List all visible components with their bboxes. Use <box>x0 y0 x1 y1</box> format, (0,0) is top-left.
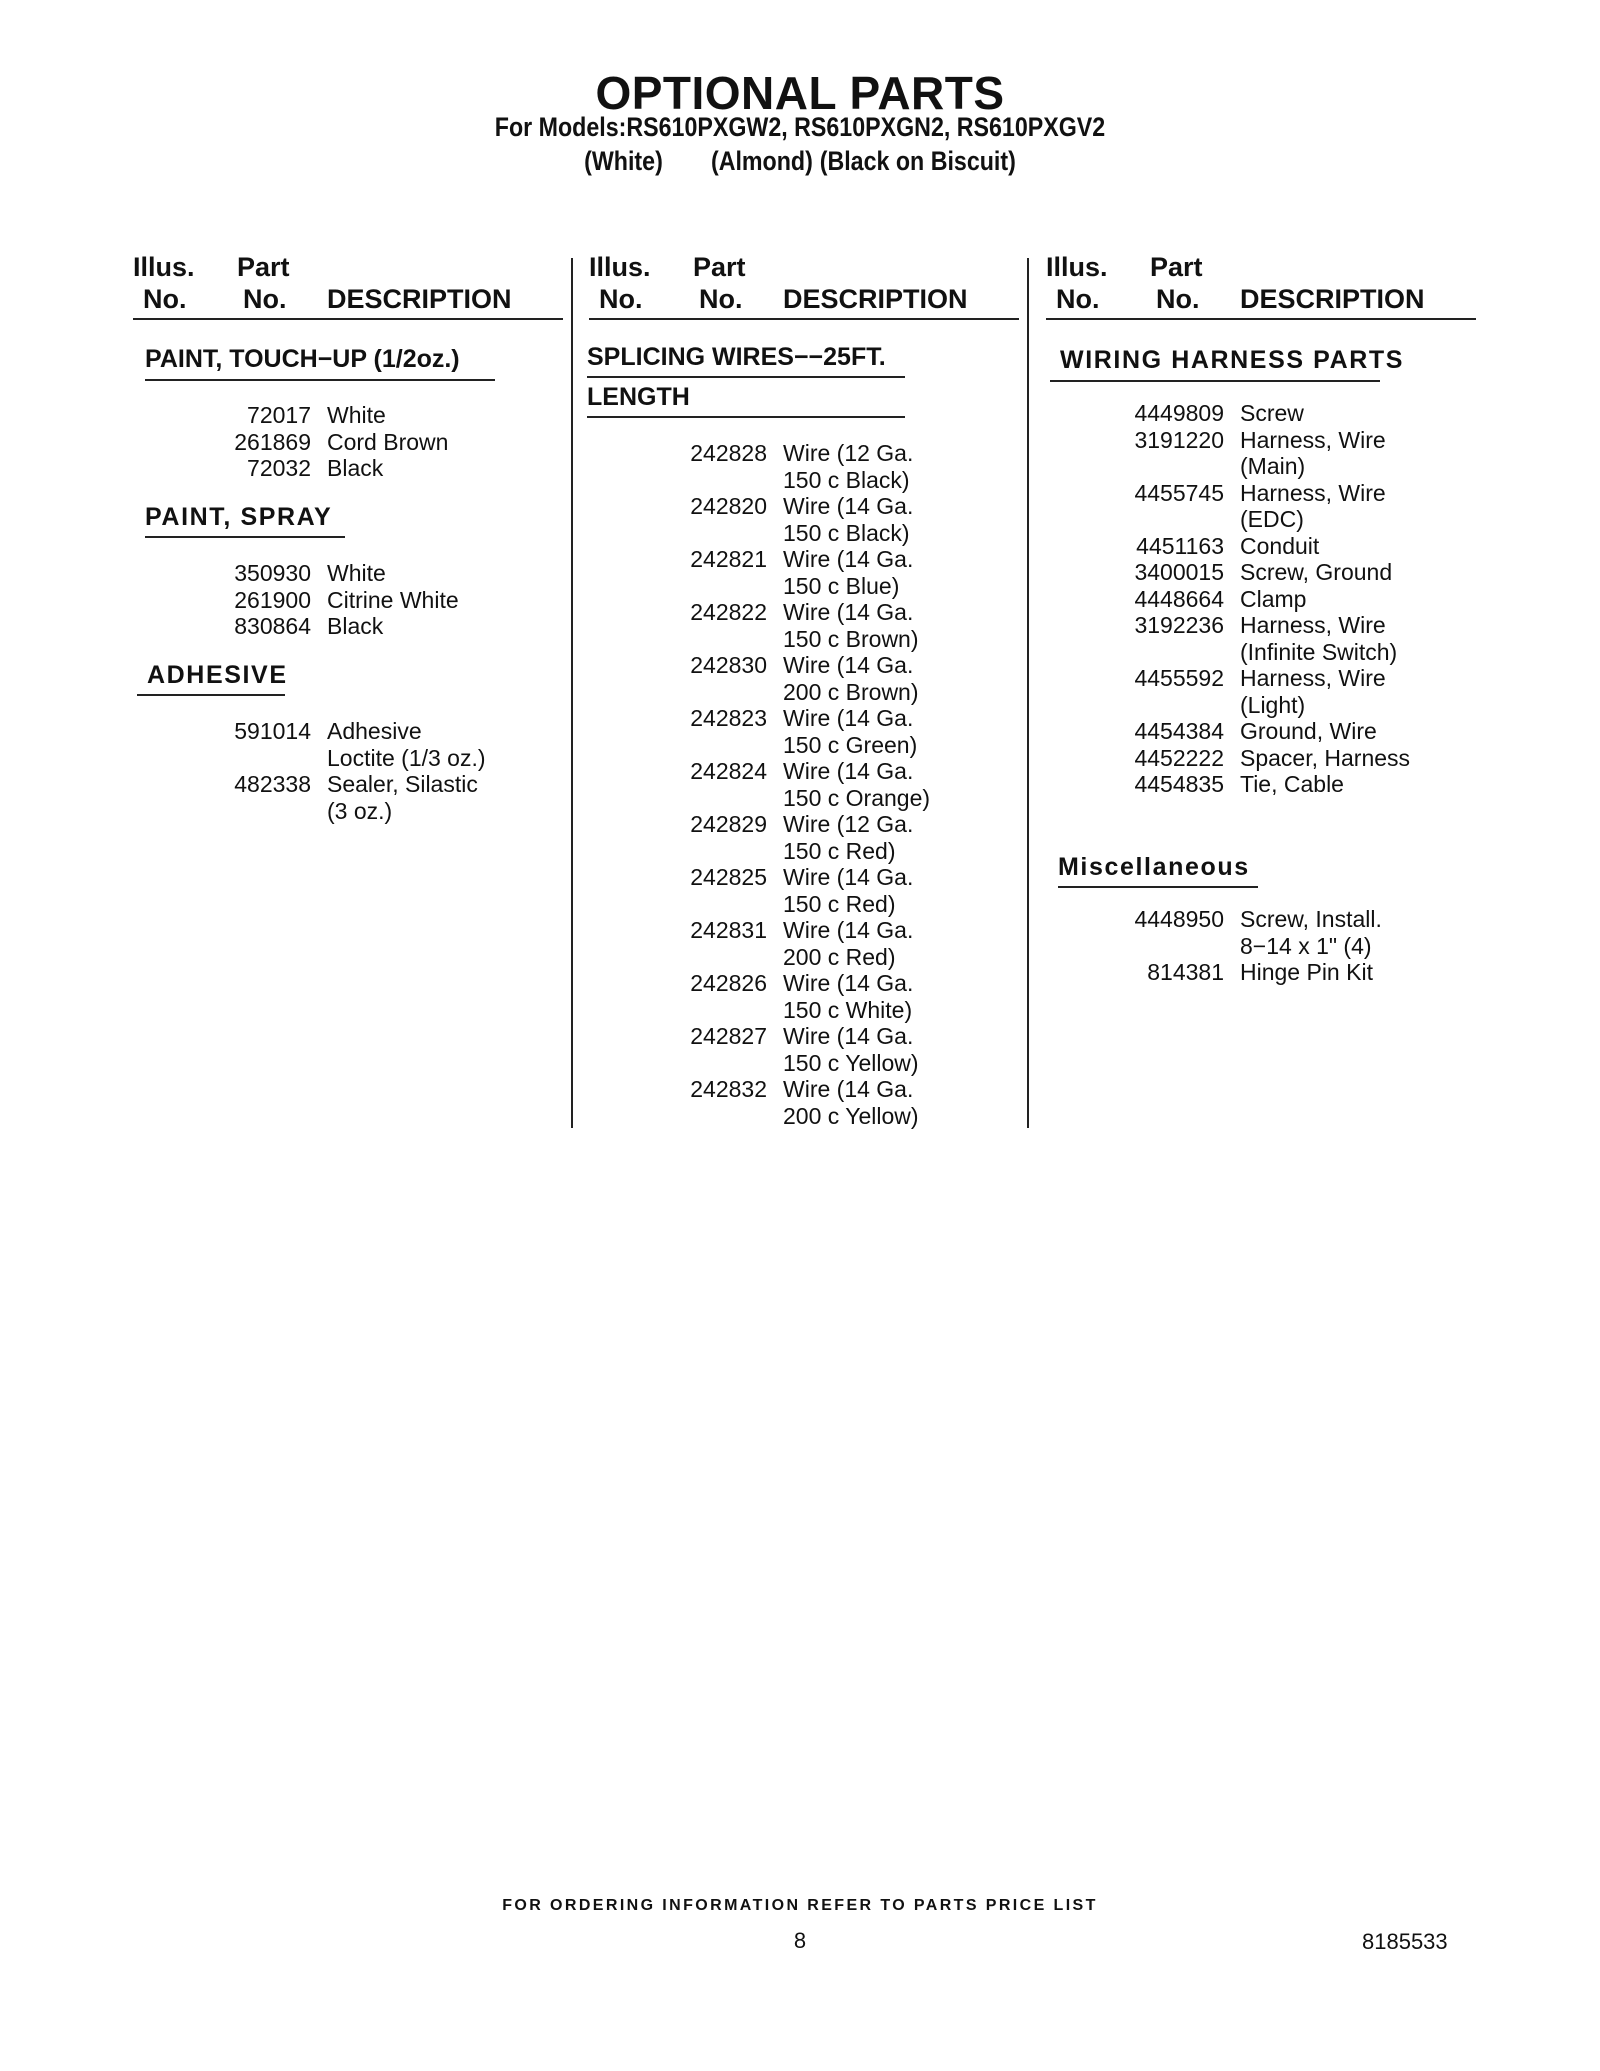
part-number: 4448950 <box>1134 906 1224 932</box>
part-description: Wire (14 Ga. 150 c Orange) <box>783 758 931 811</box>
part-row <box>589 917 1019 970</box>
parts-column-3 <box>1046 252 1476 1132</box>
part-number: 482338 <box>234 771 311 797</box>
color-white: (White) <box>584 146 663 176</box>
part-no-header: No. <box>243 284 287 314</box>
part-number: 3191220 <box>1134 426 1224 453</box>
part-row <box>133 455 563 482</box>
parts-column-1 <box>133 252 563 1132</box>
part-description: Harness, Wire (Infinite Switch) <box>1240 612 1398 665</box>
part-description: Ground, Wire <box>1240 718 1377 744</box>
column-header <box>1046 252 1476 318</box>
part-row <box>133 718 563 771</box>
part-row <box>589 811 1019 864</box>
part-number: 242827 <box>690 1023 767 1049</box>
part-description: Tie, Cable <box>1240 771 1344 797</box>
part-number: 4451163 <box>1136 532 1224 559</box>
parts-column-2 <box>589 252 1019 1132</box>
illus-header: Illus. <box>1046 252 1108 282</box>
part-row <box>589 493 1019 546</box>
part-description: Adhesive Loctite (1/3 oz.) <box>327 718 486 771</box>
part-description: Citrine White <box>327 586 459 613</box>
part-number: 3400015 <box>1134 559 1224 585</box>
header-underline <box>133 318 563 320</box>
models-line: For Models:RS610PXGW2, RS610PXGN2, RS610PXGV2 <box>494 112 1106 142</box>
document-number: 8185533 <box>1362 1929 1448 1954</box>
part-number: 4454835 <box>1134 771 1224 797</box>
part-row <box>133 402 563 429</box>
illus-no-header: No. <box>1056 284 1100 314</box>
header-underline <box>1046 318 1476 320</box>
part-description: Screw, Ground <box>1240 559 1393 585</box>
part-row <box>1046 959 1476 986</box>
part-number: 242826 <box>690 970 767 996</box>
part-number: 4455745 <box>1134 479 1224 506</box>
part-number: 4452222 <box>1134 744 1224 771</box>
part-number: 261900 <box>234 586 311 613</box>
part-description: Wire (14 Ga. 200 c Red) <box>783 917 914 970</box>
part-row <box>1046 559 1476 586</box>
section-title: SPLICING WIRES−−25FT. <box>587 343 886 371</box>
section-underline <box>587 416 905 418</box>
part-description: Clamp <box>1240 585 1307 612</box>
section-items <box>133 718 563 824</box>
part-number: 830864 <box>234 613 311 639</box>
part-row <box>589 705 1019 758</box>
part-no-header: No. <box>699 284 743 314</box>
part-header: Part <box>1150 252 1203 282</box>
part-row <box>589 1023 1019 1076</box>
part-number: 4455592 <box>1134 665 1224 691</box>
part-row <box>1046 586 1476 613</box>
column-header <box>589 252 1019 318</box>
section-underline <box>145 536 345 538</box>
part-row <box>1046 665 1476 718</box>
section-title: ADHESIVE <box>147 661 288 689</box>
part-number: 4454384 <box>1134 718 1224 744</box>
section-underline <box>1058 886 1258 888</box>
section-items <box>589 440 1019 1129</box>
column-divider <box>571 258 573 1128</box>
part-number: 261869 <box>234 428 311 455</box>
part-row <box>1046 427 1476 480</box>
part-number: 242821 <box>690 546 767 572</box>
part-number: 242830 <box>690 652 767 678</box>
ordering-note: FOR ORDERING INFORMATION REFER TO PARTS PRICE LIST <box>502 1897 1098 1914</box>
part-number: 4449809 <box>1134 400 1224 426</box>
part-description: Wire (14 Ga. 150 c Green) <box>783 705 918 758</box>
part-description: Wire (14 Ga. 150 c Brown) <box>783 599 919 652</box>
part-description: Wire (14 Ga. 150 c Red) <box>783 864 914 917</box>
part-row <box>589 546 1019 599</box>
part-description: Hinge Pin Kit <box>1240 959 1373 985</box>
part-description: Black <box>327 455 384 481</box>
part-description: Screw, Install. 8−14 x 1" (4) <box>1240 906 1382 959</box>
part-row <box>1046 533 1476 560</box>
part-description: Wire (12 Ga. 150 c Red) <box>783 811 914 864</box>
part-description: Black <box>327 613 384 639</box>
part-row <box>589 440 1019 493</box>
part-row <box>1046 718 1476 745</box>
part-number: 72017 <box>247 402 311 428</box>
part-number: 242822 <box>690 599 767 625</box>
part-number: 242829 <box>690 811 767 837</box>
part-description: Conduit <box>1240 532 1320 559</box>
part-description: Screw <box>1240 400 1304 426</box>
header-underline <box>589 318 1019 320</box>
part-row <box>133 613 563 640</box>
part-number: 591014 <box>234 718 311 744</box>
part-number: 814381 <box>1147 959 1224 985</box>
illus-no-header: No. <box>143 284 187 314</box>
section-items <box>1046 906 1476 986</box>
part-number: 242824 <box>690 758 767 784</box>
part-row <box>133 771 563 824</box>
part-description: Harness, Wire (Main) <box>1240 426 1386 479</box>
section-underline <box>145 379 495 381</box>
part-row <box>1046 745 1476 772</box>
part-description: Cord Brown <box>327 428 449 455</box>
illus-header: Illus. <box>589 252 651 282</box>
section-items <box>133 402 563 482</box>
part-row <box>1046 400 1476 427</box>
section-title: Miscellaneous <box>1058 853 1250 881</box>
part-row <box>133 587 563 614</box>
section-items <box>1046 400 1476 798</box>
part-description: Wire (14 Ga. 200 c Yellow) <box>783 1076 919 1129</box>
part-row <box>1046 612 1476 665</box>
section-items <box>133 560 563 640</box>
part-number: 242831 <box>690 917 767 943</box>
part-header: Part <box>237 252 290 282</box>
page-number: 8 <box>793 1928 807 1953</box>
section-underline <box>587 376 905 378</box>
part-description: White <box>327 402 386 428</box>
part-row <box>589 758 1019 811</box>
part-description: Wire (12 Ga. 150 c Black) <box>783 440 914 493</box>
section-title-continued: LENGTH <box>587 383 690 411</box>
part-row <box>133 429 563 456</box>
section-title: PAINT, SPRAY <box>145 503 333 531</box>
part-no-header: No. <box>1156 284 1200 314</box>
part-number: 242828 <box>690 440 767 466</box>
part-row <box>589 1076 1019 1129</box>
part-number: 350930 <box>234 560 311 586</box>
part-row <box>589 864 1019 917</box>
part-description: Wire (14 Ga. 150 c White) <box>783 970 914 1023</box>
part-description: Wire (14 Ga. 150 c Blue) <box>783 546 914 599</box>
part-number: 72032 <box>247 455 311 481</box>
part-description: Wire (14 Ga. 150 c Yellow) <box>783 1023 919 1076</box>
description-header: DESCRIPTION <box>327 284 512 314</box>
part-row <box>1046 906 1476 959</box>
part-row <box>589 970 1019 1023</box>
page-title: OPTIONAL PARTS <box>595 67 1005 119</box>
part-description: Wire (14 Ga. 200 c Brown) <box>783 652 919 705</box>
color-variants <box>112 146 1488 177</box>
section-title: PAINT, TOUCH−UP (1/2oz.) <box>145 345 460 373</box>
section-underline <box>1050 380 1380 382</box>
color-black-on-biscuit: (Black on Biscuit) <box>819 146 1016 176</box>
section-title: WIRING HARNESS PARTS <box>1060 346 1405 374</box>
part-header: Part <box>693 252 746 282</box>
part-number: 242820 <box>690 493 767 519</box>
section-underline <box>137 694 285 696</box>
illus-no-header: No. <box>599 284 643 314</box>
part-row <box>133 560 563 587</box>
column-header <box>133 252 563 318</box>
column-divider <box>1027 258 1029 1128</box>
part-number: 4448664 <box>1134 585 1224 612</box>
part-number: 242832 <box>690 1076 767 1102</box>
part-description: White <box>327 560 386 586</box>
part-number: 242823 <box>690 705 767 731</box>
part-number: 242825 <box>690 864 767 890</box>
description-header: DESCRIPTION <box>1240 284 1425 314</box>
part-row <box>1046 771 1476 798</box>
color-almond: (Almond) <box>710 146 813 176</box>
part-row <box>589 599 1019 652</box>
illus-header: Illus. <box>133 252 195 282</box>
part-description: Wire (14 Ga. 150 c Black) <box>783 493 914 546</box>
part-number: 3192236 <box>1134 612 1224 638</box>
part-description: Sealer, Silastic (3 oz.) <box>327 771 478 824</box>
part-description: Harness, Wire (EDC) <box>1240 479 1386 532</box>
part-row <box>589 652 1019 705</box>
description-header: DESCRIPTION <box>783 284 968 314</box>
part-description: Spacer, Harness <box>1240 744 1411 771</box>
part-description: Harness, Wire (Light) <box>1240 665 1386 718</box>
part-row <box>1046 480 1476 533</box>
